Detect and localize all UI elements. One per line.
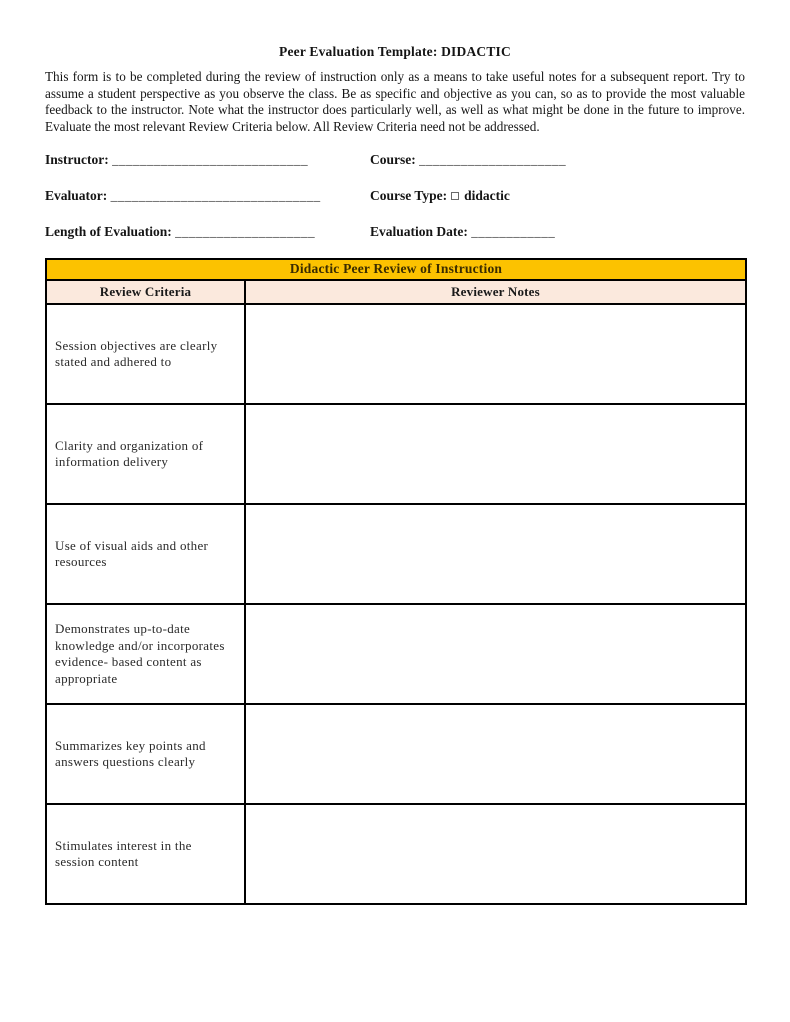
table-banner-row xyxy=(46,259,746,280)
table-row xyxy=(46,804,746,904)
column-header-reviewer-notes: Reviewer Notes xyxy=(245,280,746,304)
didactic-option-label: didactic xyxy=(464,188,510,204)
reviewer-notes-cell[interactable] xyxy=(245,704,746,804)
table-row xyxy=(46,404,746,504)
course-type-label: Course Type: xyxy=(370,188,448,204)
instructor-label: Instructor: xyxy=(45,152,109,168)
reviewer-notes-cell[interactable] xyxy=(245,504,746,604)
field-row-3 xyxy=(45,224,745,240)
didactic-checkbox-icon[interactable] xyxy=(451,192,459,200)
criteria-cell: Summarizes key points and answers questions clearly xyxy=(46,704,245,804)
form-fields xyxy=(45,152,745,240)
intro-paragraph: This form is to be completed during the review of instruction only as a means to take useful notes for a subsequent report. Try to assume a student perspective as you observe the class. Be as specific and objective as you can, so as to provide the most valuable feedback to the instructor. Note what the instructor does particularly well, as well as what might be done in the future to improve. Evaluate the most relevant Review Criteria below. All Review Criteria need not be addressed. xyxy=(45,69,745,134)
evaluation-date-label: Evaluation Date: xyxy=(370,224,468,240)
criteria-cell: Clarity and organization of information delivery xyxy=(46,404,245,504)
table-banner: Didactic Peer Review of Instruction xyxy=(46,259,746,280)
table-row xyxy=(46,304,746,404)
field-row-1 xyxy=(45,152,745,168)
criteria-cell: Use of visual aids and other resources xyxy=(46,504,245,604)
course-blank-line[interactable]: _____________________ xyxy=(419,152,567,168)
review-table xyxy=(45,258,747,905)
criteria-cell: Demonstrates up-to-date knowledge and/or incorporates evidence- based content as appropriate xyxy=(46,604,245,704)
reviewer-notes-cell[interactable] xyxy=(245,404,746,504)
length-of-evaluation-blank-line[interactable]: ____________________ xyxy=(175,224,316,240)
criteria-cell: Stimulates interest in the session content xyxy=(46,804,245,904)
field-row-2 xyxy=(45,188,745,204)
course-type-field xyxy=(370,188,745,204)
length-of-evaluation-label: Length of Evaluation: xyxy=(45,224,172,240)
evaluation-date-field xyxy=(370,224,745,240)
table-row xyxy=(46,504,746,604)
evaluator-field xyxy=(45,188,370,204)
table-row xyxy=(46,704,746,804)
column-header-review-criteria: Review Criteria xyxy=(46,280,245,304)
evaluation-date-blank-line[interactable]: ____________ xyxy=(471,224,556,240)
page-title: Peer Evaluation Template: DIDACTIC xyxy=(279,44,511,59)
course-label: Course: xyxy=(370,152,416,168)
table-row xyxy=(46,604,746,704)
evaluator-blank-line[interactable]: ______________________________ xyxy=(110,188,321,204)
course-field xyxy=(370,152,745,168)
instructor-field xyxy=(45,152,370,168)
evaluator-label: Evaluator: xyxy=(45,188,108,204)
criteria-cell: Session objectives are clearly stated and adhered to xyxy=(46,304,245,404)
length-of-evaluation-field xyxy=(45,224,370,240)
instructor-blank-line[interactable]: ____________________________ xyxy=(112,152,309,168)
reviewer-notes-cell[interactable] xyxy=(245,604,746,704)
reviewer-notes-cell[interactable] xyxy=(245,304,746,404)
reviewer-notes-cell[interactable] xyxy=(245,804,746,904)
table-header-row xyxy=(46,280,746,304)
